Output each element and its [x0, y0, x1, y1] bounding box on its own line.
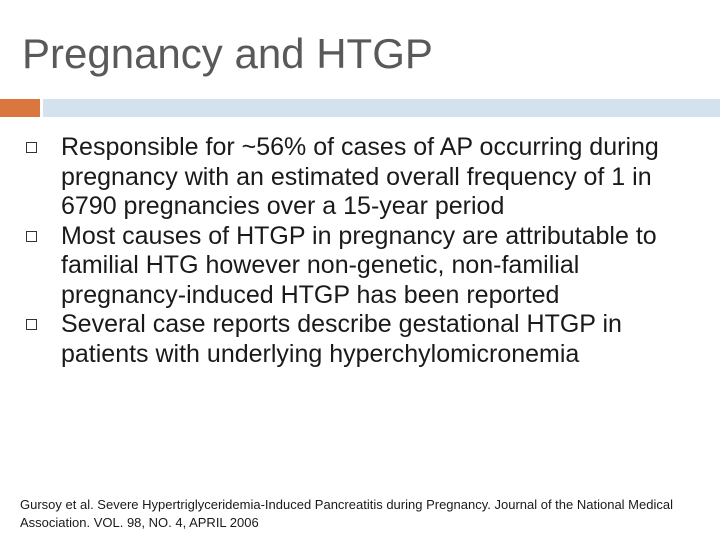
bullet-item	[0, 222, 720, 311]
bullet-list	[0, 133, 720, 369]
accent-bar-orange	[0, 99, 40, 117]
bullet-text: Most causes of HTGP in pregnancy are attributable to familial HTG however non-genetic, non-familial pregnancy-induced HTGP has been reported	[61, 221, 657, 309]
bullet-text: Several case reports describe gestational HTGP in patients with underlying hyperchylomicronemia	[61, 310, 622, 368]
accent-bar-blue	[43, 99, 720, 117]
bullet-text: Responsible for ~56% of cases of AP occurring during pregnancy with an estimated overall frequency of 1 in 6790 pregnancies over a 15-year period	[61, 133, 659, 220]
checkbox-icon	[26, 142, 37, 153]
citation: Gursoy et al. Severe Hypertriglyceridemia-Induced Pancreatitis during Pregnancy. Journal of the National Medical Association. VOL. 98, NO. 4, APRIL 2006	[20, 497, 673, 530]
slide-title: Pregnancy and HTGP	[22, 30, 433, 77]
bullet-item	[0, 310, 720, 369]
checkbox-icon	[26, 231, 37, 242]
checkbox-icon	[26, 319, 37, 330]
bullet-item	[0, 133, 720, 222]
